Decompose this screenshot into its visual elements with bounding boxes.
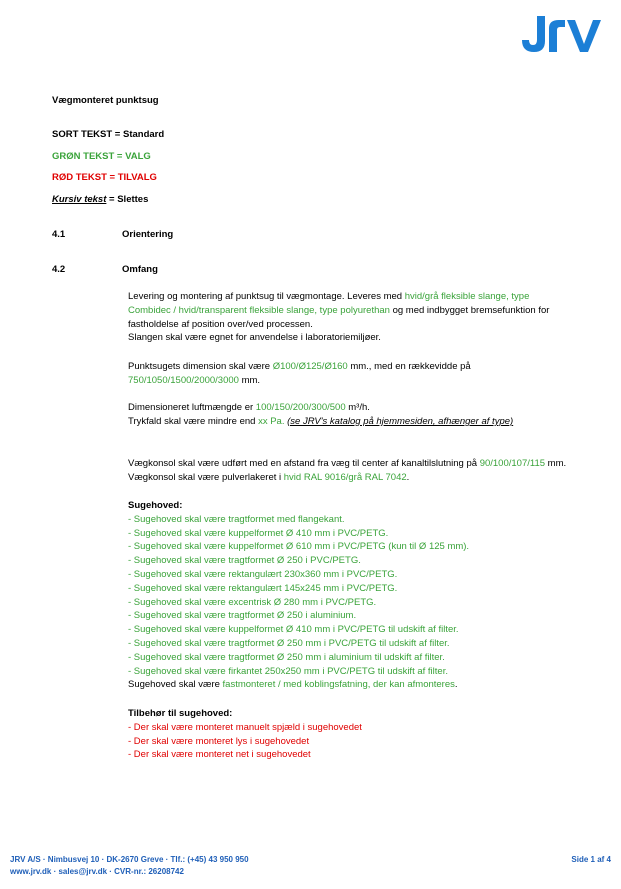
list-item: - Sugehoved skal være kuppelformet Ø 410 mm i PVC/PETG til udskift af filter. [128,624,459,636]
logo-letter-j [522,16,545,52]
list-item: - Sugehoved skal være tragtformet med flangekant. [128,513,345,525]
legend-slettes: Kursiv tekst = Slettes [52,194,149,205]
section-number-4-2: 4.2 [52,264,66,275]
page-number: Side 1 af 4 [571,855,611,864]
list-item: - Sugehoved skal være rektangulært 230x360 mm i PVC/PETG. [128,568,398,580]
sugehoved-section [128,499,568,692]
footer-contact: www.jrv.dk · sales@jrv.dk · CVR-nr.: 26208742 [10,867,184,876]
paragraph-vaegkonsol: Vægkonsol skal være udført med en afstand fra væg til center af kanaltilslutning på 90/100/107/115 mm. Vægkonsol skal være pulverlakeret i hvid RAL 9016/grå RAL 7042. [128,458,567,483]
logo-letter-r [549,20,565,52]
list-item: - Sugehoved skal være tragtformet Ø 250 mm i aluminium til udskift af filter. [128,651,445,663]
section-title-orientering: Orientering [122,229,174,240]
list-item: - Sugehoved skal være tragtformet Ø 250 mm i PVC/PETG til udskift af filter. [128,637,450,649]
footer-address: JRV A/S · Nimbusvej 10 · DK-2670 Greve · Tlf.: (+45) 43 950 950 [10,855,249,864]
list-item: - Sugehoved skal være rektangulært 145x245 mm i PVC/PETG. [128,582,398,594]
legend-standard: SORT TEKST = Standard [52,129,165,140]
section-title-omfang: Omfang [122,264,158,275]
tilbehor-heading: Tilbehør til sugehoved: [128,708,233,719]
section-number-4-1: 4.1 [52,229,66,240]
list-item: - Sugehoved skal være kuppelformet Ø 610 mm i PVC/PETG (kun til Ø 125 mm). [128,541,470,553]
paragraph-luftmaengde: Dimensioneret luftmængde er 100/150/200/300/500 m³/h. Trykfald skal være mindre end xx Pa. (se JRV's katalog på hjemmesiden, afhænger af type) [128,402,514,427]
paragraph-levering: Levering og montering af punktsug til vægmontage. Leveres med hvid/grå fleksible slange, type Combidec / hvid/transparent fleksible slange, type polyurethan og med indbygget bremsefunktion for fastholdelse af position over/ved processen. Slangen skal være egnet for anvendelse i laboratoriemiljøer. [128,291,550,344]
paragraph-dimension: Punktsugets dimension skal være Ø100/Ø125/Ø160 mm., med en rækkevidde på 750/1050/1500/2000/3000 mm. [128,361,471,386]
tilbehor-section [128,707,568,762]
list-item: - Sugehoved skal være kuppelformet Ø 410 mm i PVC/PETG. [128,527,389,539]
list-item: - Der skal være monteret lys i sugehovedet [128,735,310,747]
sugehoved-closing: Sugehoved skal være fastmonteret / med koblingsfatning, der kan afmonteres. [128,679,458,691]
logo-letter-v [567,20,601,52]
list-item: - Der skal være monteret net i sugehovedet [128,749,311,761]
sugehoved-heading: Sugehoved: [128,500,183,511]
jrv-logo [518,10,610,56]
page-title: Vægmonteret punktsug [52,95,159,106]
legend-tilvalg: RØD TEKST = TILVALG [52,172,157,183]
list-item: - Sugehoved skal være firkantet 250x250 mm i PVC/PETG til udskift af filter. [128,665,448,677]
list-item: - Der skal være monteret manuelt spjæld i sugehovedet [128,721,362,733]
list-item: - Sugehoved skal være tragtformet Ø 250 i aluminium. [128,610,357,622]
list-item: - Sugehoved skal være tragtformet Ø 250 i PVC/PETG. [128,555,361,567]
list-item: - Sugehoved skal være excentrisk Ø 280 mm i PVC/PETG. [128,596,377,608]
legend-valg: GRØN TEKST = VALG [52,151,151,162]
